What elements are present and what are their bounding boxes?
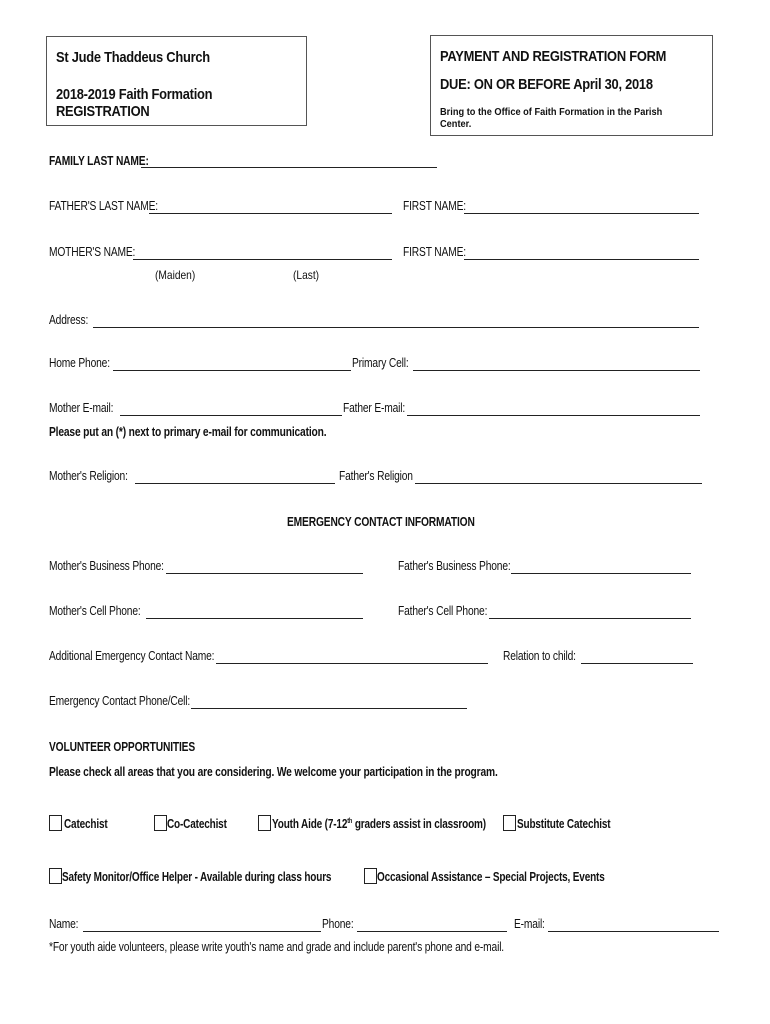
volunteer-instruction: Please check all areas that you are considering. We welcome your participation in the program. <box>49 765 498 779</box>
volunteer-email-field[interactable] <box>548 931 719 932</box>
relation-to-child-field[interactable] <box>581 663 693 664</box>
mothers-religion-label: Mother's Religion: <box>49 469 128 483</box>
additional-contact-name-field[interactable] <box>216 663 488 664</box>
form-title: PAYMENT AND REGISTRATION FORM <box>440 48 667 65</box>
home-phone-field[interactable] <box>113 370 351 371</box>
mothers-cell-phone-label: Mother's Cell Phone: <box>49 604 141 618</box>
church-name: St Jude Thaddeus Church <box>56 49 210 66</box>
occasional-assistance-label: Occasional Assistance – Special Projects, Events <box>377 870 605 884</box>
mother-email-field[interactable] <box>120 415 342 416</box>
address-label: Address: <box>49 313 89 327</box>
volunteer-heading: VOLUNTEER OPPORTUNITIES <box>49 740 196 754</box>
substitute-catechist-checkbox[interactable] <box>503 815 516 831</box>
fathers-last-name-label: FATHER'S LAST NAME: <box>49 199 158 213</box>
additional-contact-name-label: Additional Emergency Contact Name: <box>49 649 215 663</box>
volunteer-phone-field[interactable] <box>357 931 507 932</box>
fathers-last-name-field[interactable] <box>149 213 392 214</box>
youth-aide-checkbox[interactable] <box>258 815 271 831</box>
youth-aide-label <box>272 817 486 831</box>
fathers-religion-label: Father's Religion <box>339 469 413 483</box>
mothers-business-phone-field[interactable] <box>166 573 363 574</box>
fathers-religion-field[interactable] <box>415 483 702 484</box>
youth-aide-label-start: Youth Aide (7-12 <box>272 817 348 831</box>
fathers-cell-phone-label: Father's Cell Phone: <box>398 604 488 618</box>
due-date: DUE: ON OR BEFORE April 30, 2018 <box>440 76 653 93</box>
form-header-box <box>430 35 713 136</box>
mothers-business-phone-label: Mother's Business Phone: <box>49 559 164 573</box>
mother-first-name-label: FIRST NAME: <box>403 245 466 259</box>
mother-first-name-field[interactable] <box>464 259 699 260</box>
catechist-label: Catechist <box>64 817 108 831</box>
program-title: 2018-2019 Faith Formation REGISTRATION <box>56 86 213 120</box>
home-phone-label: Home Phone: <box>49 356 110 370</box>
youth-aide-footnote: *For youth aide volunteers, please write youth's name and grade and include parent's phone and e-mail. <box>49 940 504 954</box>
mother-email-label: Mother E-mail: <box>49 401 114 415</box>
family-last-name-field[interactable] <box>141 167 437 168</box>
father-email-label: Father E-mail: <box>343 401 406 415</box>
maiden-caption: (Maiden) <box>155 268 196 282</box>
mothers-religion-field[interactable] <box>135 483 335 484</box>
substitute-catechist-label: Substitute Catechist <box>517 817 611 831</box>
co-catechist-label: Co-Catechist <box>167 817 227 831</box>
email-note: Please put an (*) next to primary e-mail for communication. <box>49 425 327 439</box>
mothers-name-field[interactable] <box>133 259 392 260</box>
primary-cell-label: Primary Cell: <box>352 356 409 370</box>
volunteer-name-field[interactable] <box>83 931 321 932</box>
emergency-contact-phone-label: Emergency Contact Phone/Cell: <box>49 694 191 708</box>
youth-aide-label-end: graders assist in classroom) <box>352 817 486 831</box>
father-email-field[interactable] <box>407 415 700 416</box>
fathers-cell-phone-field[interactable] <box>489 618 691 619</box>
volunteer-email-label: E-mail: <box>514 917 545 931</box>
mothers-name-label: MOTHER'S NAME: <box>49 245 136 259</box>
fathers-business-phone-field[interactable] <box>511 573 691 574</box>
occasional-assistance-checkbox[interactable] <box>364 868 377 884</box>
father-first-name-field[interactable] <box>464 213 699 214</box>
emergency-contact-phone-field[interactable] <box>191 708 467 709</box>
catechist-checkbox[interactable] <box>49 815 62 831</box>
safety-monitor-checkbox[interactable] <box>49 868 62 884</box>
church-header-box <box>46 36 307 126</box>
family-last-name-label: FAMILY LAST NAME: <box>49 154 149 168</box>
emergency-heading: EMERGENCY CONTACT INFORMATION <box>287 515 475 529</box>
address-field[interactable] <box>93 327 699 328</box>
fathers-business-phone-label: Father's Business Phone: <box>398 559 511 573</box>
youth-aide-superscript: th <box>347 817 353 825</box>
last-caption: (Last) <box>293 268 320 282</box>
safety-monitor-label: Safety Monitor/Office Helper - Available during class hours <box>62 870 332 884</box>
relation-to-child-label: Relation to child: <box>503 649 576 663</box>
delivery-note: Bring to the Office of Faith Formation in the Parish Center. <box>440 106 663 130</box>
volunteer-name-label: Name: <box>49 917 79 931</box>
volunteer-phone-label: Phone: <box>322 917 354 931</box>
mothers-cell-phone-field[interactable] <box>146 618 363 619</box>
primary-cell-field[interactable] <box>413 370 700 371</box>
co-catechist-checkbox[interactable] <box>154 815 167 831</box>
father-first-name-label: FIRST NAME: <box>403 199 466 213</box>
